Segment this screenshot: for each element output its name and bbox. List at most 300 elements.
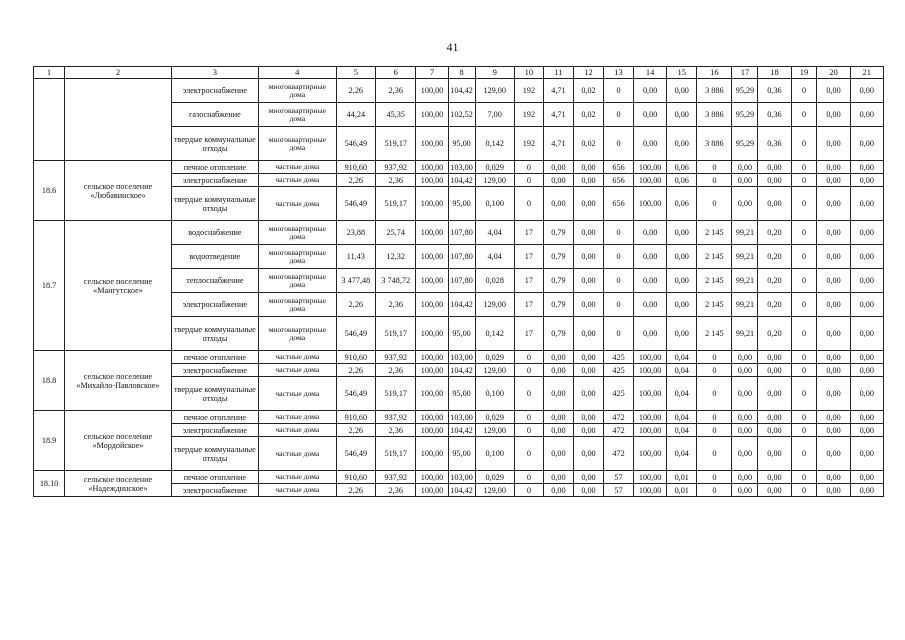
table-cell: 0,00 [573,161,603,174]
table-cell: 0 [697,471,732,484]
table-cell: 0,100 [475,187,514,221]
table-cell: 0,00 [573,269,603,293]
table-cell: 192 [514,127,543,161]
table-cell: 100,00 [634,161,667,174]
table-cell: 0,00 [758,411,791,424]
table-cell: 17 [514,317,543,351]
table-cell: 0 [514,411,543,424]
table-cell: 0,00 [667,245,697,269]
table-cell: 17 [514,269,543,293]
table-cell: 472 [604,437,634,471]
table-row [34,161,884,174]
housing-type: частные дома [258,364,336,377]
table-cell: 2,36 [376,424,416,437]
table-cell: 0,00 [850,411,883,424]
table-cell: 425 [604,377,634,411]
table-cell: 100,00 [416,424,448,437]
table-cell: 0 [791,103,817,127]
table-cell: 0 [697,484,732,497]
table-cell: 103,00 [448,471,475,484]
column-header: 10 [514,67,543,79]
table-cell: 0,00 [850,437,883,471]
table-cell: 0,00 [573,437,603,471]
table-cell: 0,00 [817,79,850,103]
table-cell: 95,29 [732,127,758,161]
column-header: 19 [791,67,817,79]
table-cell: 0,00 [732,187,758,221]
table-cell: 519,17 [376,377,416,411]
table-cell: 103,00 [448,411,475,424]
table-cell: 129,00 [475,484,514,497]
table-cell: 0,00 [850,161,883,174]
table-cell: 0,00 [573,174,603,187]
table-cell: 3 886 [697,127,732,161]
table-cell: 0,00 [817,293,850,317]
table-cell: 472 [604,411,634,424]
table-cell: 0,00 [732,437,758,471]
table-cell: 0,029 [475,471,514,484]
housing-type: многоквартирные дома [258,221,336,245]
column-header: 20 [817,67,850,79]
table-cell: 0,00 [573,317,603,351]
table-cell: 0,20 [758,317,791,351]
table-cell: 2 145 [697,293,732,317]
table-cell: 100,00 [634,351,667,364]
table-cell: 0,00 [817,187,850,221]
table-cell: 100,00 [416,471,448,484]
table-cell: 102,52 [448,103,475,127]
housing-type: многоквартирные дома [258,79,336,103]
service-type: электроснабжение [171,293,258,317]
table-cell: 95,00 [448,127,475,161]
table-cell: 0 [791,187,817,221]
table-cell: 0,00 [732,424,758,437]
table-cell: 0,00 [758,484,791,497]
table-cell: 0,00 [758,161,791,174]
settlement-name: сельское поселение «Михайло-Павловское» [65,351,172,411]
housing-type: частные дома [258,471,336,484]
table-cell: 100,00 [416,351,448,364]
table-cell: 0,100 [475,437,514,471]
service-type: электроснабжение [171,79,258,103]
table-cell: 0,00 [667,293,697,317]
table-cell: 0,00 [850,351,883,364]
table-cell: 0,00 [543,187,573,221]
service-type: твердые коммунальные отходы [171,377,258,411]
table-cell: 99,21 [732,269,758,293]
table-cell: 100,00 [416,187,448,221]
table-cell: 0 [604,245,634,269]
table-cell: 472 [604,424,634,437]
table-cell: 0,00 [817,411,850,424]
table-cell: 0,00 [543,424,573,437]
table-cell: 99,21 [732,245,758,269]
table-cell: 100,00 [634,424,667,437]
table-cell: 95,00 [448,377,475,411]
column-header: 14 [634,67,667,79]
service-type: твердые коммунальные отходы [171,437,258,471]
table-row [34,221,884,245]
table-cell: 2 145 [697,317,732,351]
column-header: 15 [667,67,697,79]
table-cell: 0,00 [850,103,883,127]
table-cell: 519,17 [376,317,416,351]
table-cell: 0 [697,424,732,437]
table-cell: 0 [697,411,732,424]
table-cell: 0,00 [758,437,791,471]
service-type: твердые коммунальные отходы [171,317,258,351]
table-cell: 0 [604,79,634,103]
table-cell: 17 [514,221,543,245]
table-cell: 7,00 [475,103,514,127]
service-type: твердые коммунальные отходы [171,187,258,221]
table-cell: 0 [791,471,817,484]
service-type: электроснабжение [171,364,258,377]
table-cell: 0,00 [758,424,791,437]
table-cell: 0,00 [817,471,850,484]
table-cell: 100,00 [634,174,667,187]
table-cell: 910,60 [336,351,375,364]
table-cell: 0 [697,351,732,364]
table-cell: 0 [791,221,817,245]
table-cell: 0 [514,351,543,364]
table-cell: 0,00 [817,221,850,245]
table-cell: 100,00 [416,103,448,127]
table-cell: 546,49 [336,127,375,161]
table-cell: 0,00 [634,127,667,161]
table-cell: 0,00 [732,377,758,411]
table-cell: 95,00 [448,437,475,471]
table-cell: 0,00 [758,364,791,377]
table-cell: 0,00 [758,377,791,411]
table-cell: 0 [791,79,817,103]
table-cell: 0,029 [475,161,514,174]
table-cell: 95,29 [732,103,758,127]
settlement-name: сельское поселение «Мангутское» [65,221,172,351]
table-row [34,411,884,424]
table-cell: 17 [514,293,543,317]
table-cell: 0 [791,317,817,351]
table-cell: 0 [604,317,634,351]
table-cell: 0 [697,377,732,411]
table-cell: 910,60 [336,471,375,484]
table-cell: 0,00 [543,484,573,497]
table-cell: 104,42 [448,364,475,377]
table-cell: 0,00 [850,245,883,269]
column-header: 11 [543,67,573,79]
table-cell: 0 [791,424,817,437]
table-cell: 0,20 [758,293,791,317]
table-cell: 12,32 [376,245,416,269]
table-cell: 3 886 [697,103,732,127]
service-type: твердые коммунальные отходы [171,127,258,161]
table-cell: 0,79 [543,317,573,351]
table-cell: 0 [514,187,543,221]
table-cell: 2,36 [376,484,416,497]
table-cell: 0,20 [758,269,791,293]
table-cell: 0,00 [732,174,758,187]
column-header: 8 [448,67,475,79]
table-cell: 0,36 [758,103,791,127]
table-cell: 0,79 [543,269,573,293]
table-cell: 0 [604,293,634,317]
table-cell: 57 [604,471,634,484]
table-body [34,67,884,497]
table-cell: 910,60 [336,161,375,174]
table-cell: 0,00 [543,471,573,484]
table-cell: 0,00 [573,187,603,221]
table-cell: 100,00 [416,317,448,351]
table-cell: 0 [791,364,817,377]
table-cell: 0,00 [817,377,850,411]
table-cell: 0 [791,377,817,411]
table-cell: 0,00 [817,351,850,364]
table-cell: 0,00 [732,484,758,497]
table-cell: 100,00 [416,127,448,161]
table-cell: 0,00 [732,351,758,364]
table-cell: 0,00 [573,484,603,497]
table-cell: 2,26 [336,174,375,187]
table-cell: 546,49 [336,317,375,351]
table-cell: 0,36 [758,127,791,161]
header-row [34,67,884,79]
table-cell: 100,00 [634,437,667,471]
table-cell: 100,00 [416,245,448,269]
table-cell: 0,00 [732,471,758,484]
table-cell: 0,00 [573,424,603,437]
table-cell: 25,74 [376,221,416,245]
table-cell: 0,00 [758,351,791,364]
table-cell: 0,00 [850,221,883,245]
column-header: 7 [416,67,448,79]
settlement-name: сельское поселение «Мордойское» [65,411,172,471]
settlement-name [65,79,172,161]
table-cell: 0,79 [543,245,573,269]
table-cell: 0 [697,437,732,471]
table-cell: 4,71 [543,127,573,161]
table-cell: 100,00 [634,377,667,411]
table-cell: 100,00 [416,221,448,245]
table-cell: 99,21 [732,317,758,351]
table-cell: 0,00 [543,364,573,377]
table-cell: 107,80 [448,221,475,245]
housing-type: частные дома [258,377,336,411]
housing-type: многоквартирные дома [258,127,336,161]
table-cell: 0 [791,351,817,364]
table-cell: 0 [791,437,817,471]
housing-type: частные дома [258,161,336,174]
table-cell: 100,00 [416,79,448,103]
table-cell: 192 [514,103,543,127]
table-cell: 0 [791,269,817,293]
table-cell: 2 145 [697,269,732,293]
table-cell: 129,00 [475,293,514,317]
table-cell: 0 [514,377,543,411]
table-cell: 95,00 [448,317,475,351]
table-cell: 2,36 [376,79,416,103]
table-cell: 100,00 [416,161,448,174]
table-cell: 0 [697,161,732,174]
table-cell: 3 748,72 [376,269,416,293]
table-cell: 0,00 [817,245,850,269]
row-number: 18.8 [34,351,65,411]
column-header: 6 [376,67,416,79]
table-cell: 23,88 [336,221,375,245]
table-cell: 0,04 [667,377,697,411]
table-cell: 100,00 [634,187,667,221]
service-type: печное отопление [171,161,258,174]
housing-type: частные дома [258,437,336,471]
table-cell: 103,00 [448,161,475,174]
table-cell: 0,00 [667,79,697,103]
table-cell: 0 [791,174,817,187]
table-cell: 0 [604,269,634,293]
settlement-name: сельское поселение «Надеждинское» [65,471,172,497]
table-cell: 11,43 [336,245,375,269]
table-cell: 0,04 [667,351,697,364]
table-cell: 192 [514,79,543,103]
table-cell: 0,028 [475,269,514,293]
table-cell: 0,04 [667,411,697,424]
table-cell: 57 [604,484,634,497]
table-cell: 0,00 [543,377,573,411]
table-cell: 0,20 [758,245,791,269]
column-header: 4 [258,67,336,79]
table-cell: 0,00 [817,317,850,351]
service-type: печное отопление [171,351,258,364]
table-cell: 0 [514,437,543,471]
table-cell: 44,24 [336,103,375,127]
table-cell: 2 145 [697,221,732,245]
table-cell: 100,00 [416,293,448,317]
table-cell: 4,04 [475,221,514,245]
table-cell: 0,00 [634,245,667,269]
housing-type: многоквартирные дома [258,293,336,317]
table-cell: 0,79 [543,221,573,245]
table-cell: 0,029 [475,351,514,364]
table-cell: 0,06 [667,187,697,221]
table-cell: 0 [697,364,732,377]
column-header: 12 [573,67,603,79]
table-cell: 0 [514,161,543,174]
table-cell: 0 [514,364,543,377]
table-cell: 3 477,48 [336,269,375,293]
table-cell: 0,142 [475,317,514,351]
housing-type: частные дома [258,351,336,364]
table-cell: 104,42 [448,293,475,317]
table-row [34,351,884,364]
table-cell: 95,29 [732,79,758,103]
table-cell: 107,80 [448,245,475,269]
table-cell: 2,26 [336,424,375,437]
table-cell: 107,80 [448,269,475,293]
table-cell: 0,04 [667,364,697,377]
table-cell: 4,71 [543,79,573,103]
housing-type: многоквартирные дома [258,269,336,293]
column-header: 1 [34,67,65,79]
table-cell: 0,142 [475,127,514,161]
table-cell: 0,00 [850,79,883,103]
table-cell: 0 [791,484,817,497]
table-cell: 0,00 [573,245,603,269]
table-cell: 0 [604,127,634,161]
table-cell: 0,79 [543,293,573,317]
table-cell: 103,00 [448,351,475,364]
table-cell: 104,42 [448,424,475,437]
table-cell: 656 [604,174,634,187]
table-cell: 104,42 [448,174,475,187]
table-cell: 0,02 [573,103,603,127]
column-header: 2 [65,67,172,79]
table-cell: 0,00 [732,411,758,424]
housing-type: частные дома [258,174,336,187]
table-cell: 99,21 [732,221,758,245]
table-cell: 0 [604,221,634,245]
table-cell: 0,00 [817,127,850,161]
table-cell: 0,00 [817,269,850,293]
table-cell: 0,00 [817,103,850,127]
table-cell: 0,00 [543,351,573,364]
table-cell: 0,00 [732,161,758,174]
table-cell: 0,04 [667,424,697,437]
table-cell: 100,00 [634,411,667,424]
table-cell: 0,00 [573,364,603,377]
table-cell: 546,49 [336,377,375,411]
table-cell: 100,00 [416,437,448,471]
table-cell: 0,00 [817,437,850,471]
table-cell: 0 [697,174,732,187]
table-cell: 0,00 [732,364,758,377]
table-cell: 0 [514,471,543,484]
table-cell: 100,00 [416,364,448,377]
column-header: 13 [604,67,634,79]
table-cell: 0,06 [667,174,697,187]
table-cell: 2,26 [336,484,375,497]
table-cell: 0,00 [850,187,883,221]
table-cell: 0,00 [817,174,850,187]
table-cell: 656 [604,187,634,221]
table-cell: 0,00 [758,174,791,187]
row-number: 18.6 [34,161,65,221]
housing-type: многоквартирные дома [258,245,336,269]
housing-type: частные дома [258,411,336,424]
table-cell: 100,00 [416,269,448,293]
table-cell: 0,00 [850,364,883,377]
table-cell: 0,36 [758,79,791,103]
table-cell: 0 [791,245,817,269]
table-cell: 0,00 [634,269,667,293]
table-cell: 519,17 [376,437,416,471]
table-cell: 0,00 [543,437,573,471]
table-cell: 100,00 [416,174,448,187]
housing-type: частные дома [258,424,336,437]
table-cell: 0 [697,187,732,221]
table-cell: 0,02 [573,127,603,161]
table-cell: 937,92 [376,471,416,484]
table-row [34,79,884,103]
table-cell: 129,00 [475,424,514,437]
column-header: 5 [336,67,375,79]
table-cell: 0,00 [850,127,883,161]
table-cell: 0,00 [850,484,883,497]
table-cell: 100,00 [416,484,448,497]
table-cell: 2,26 [336,364,375,377]
table-cell: 2,36 [376,174,416,187]
table-cell: 0,01 [667,484,697,497]
table-cell: 100,00 [634,471,667,484]
table-cell: 0,00 [758,471,791,484]
table-cell: 0,00 [850,377,883,411]
